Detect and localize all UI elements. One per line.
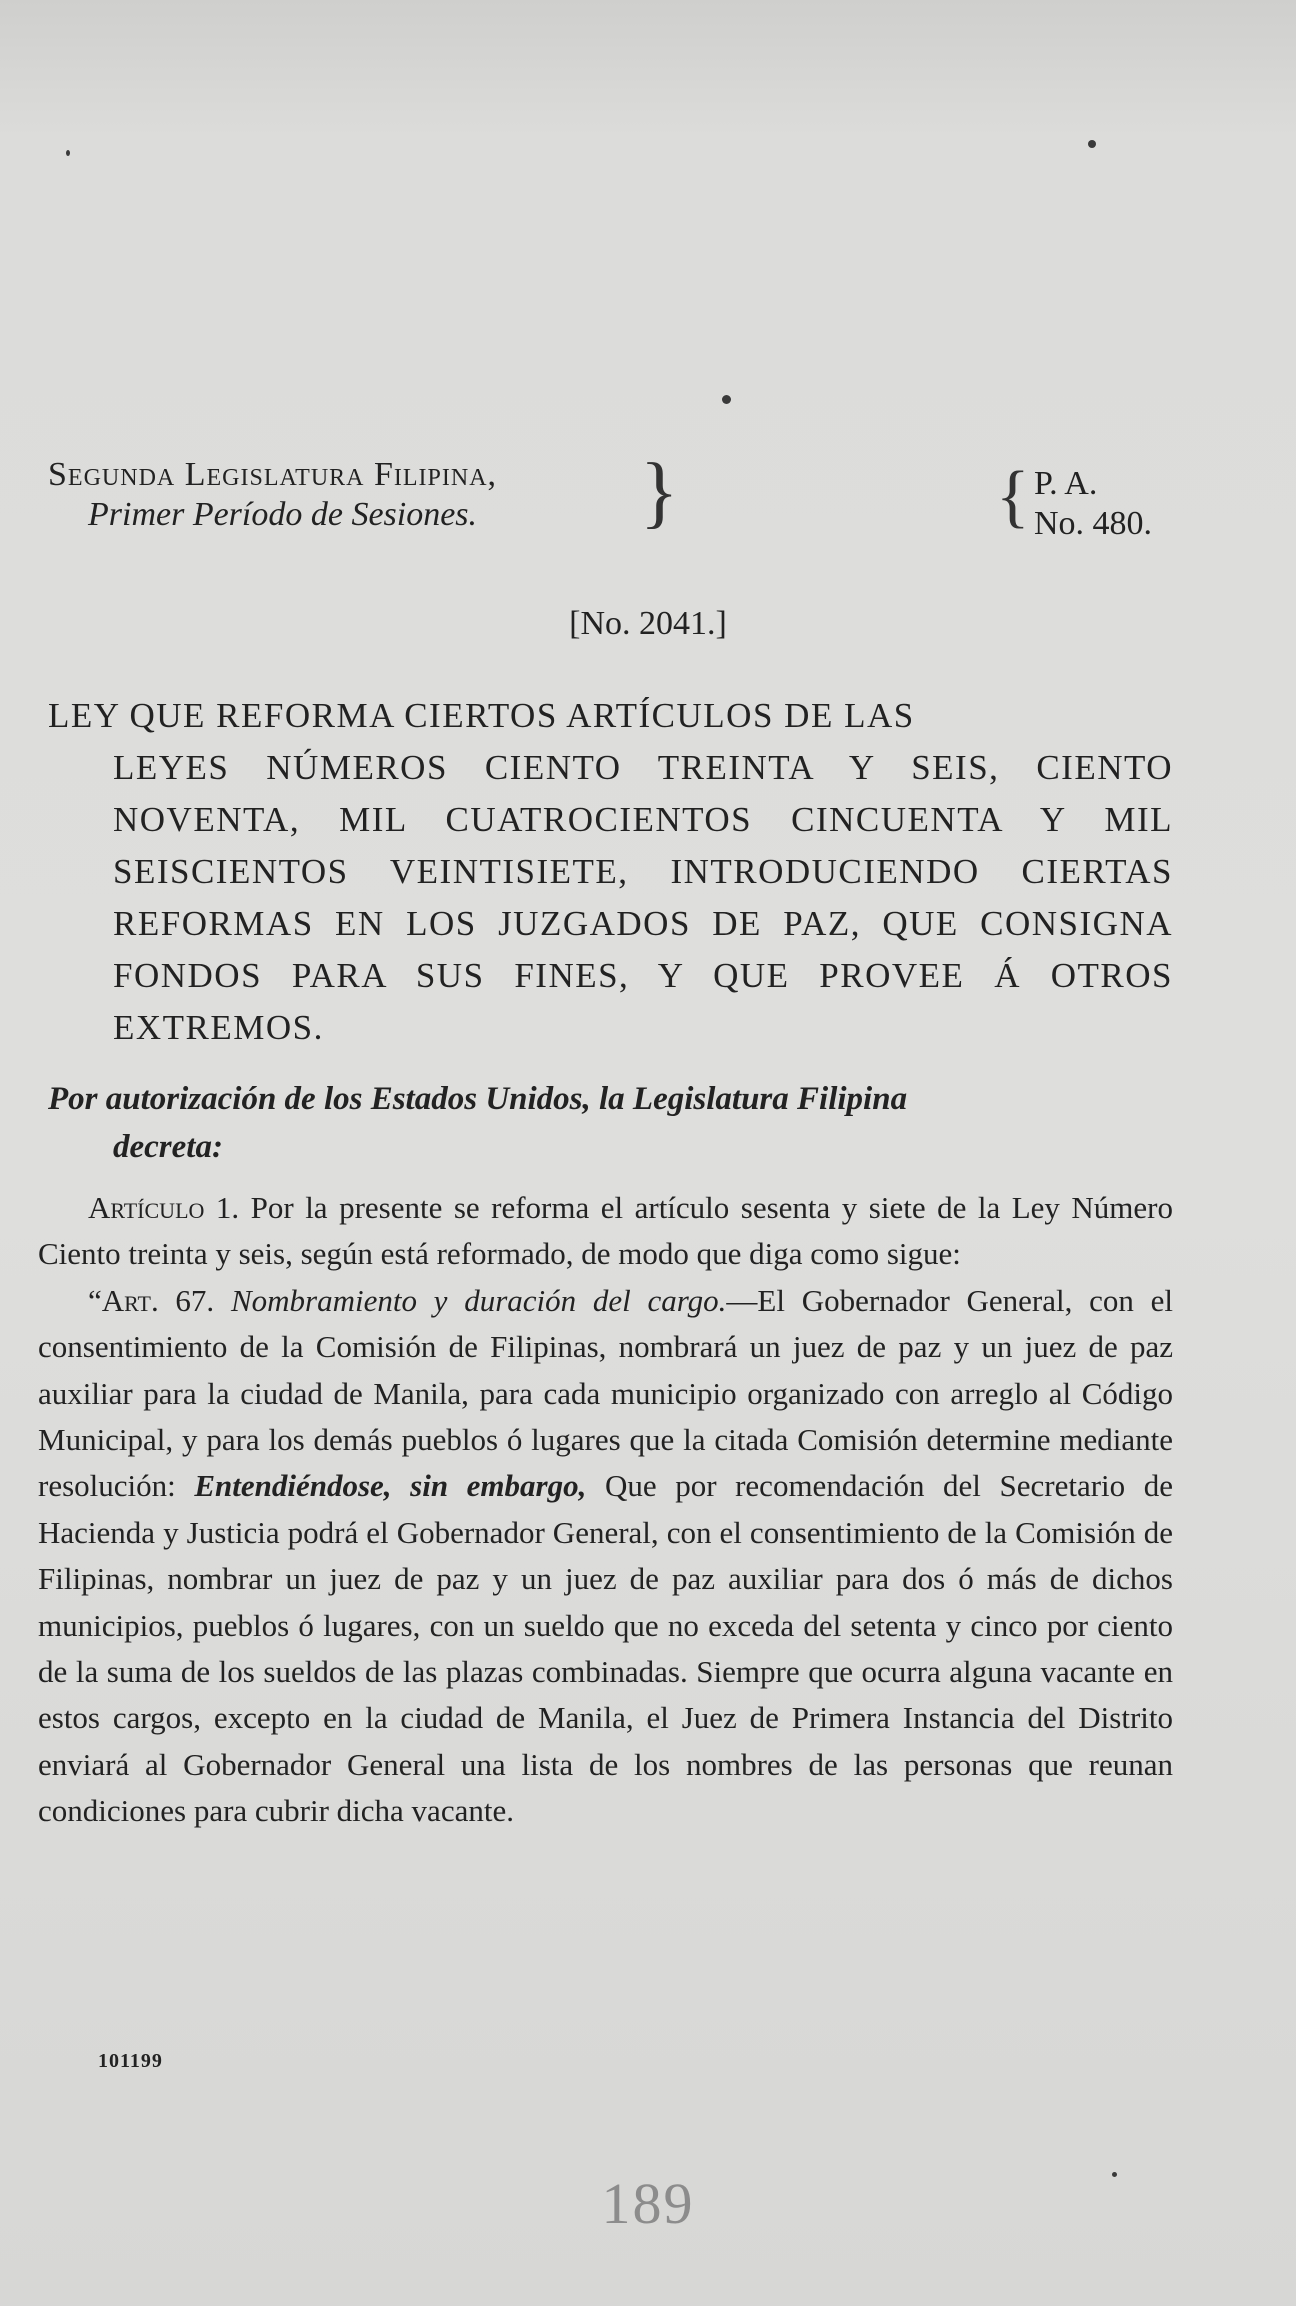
enacting-first: Por autorización de los Estados Unidos, la Legislatura Filipina [48, 1081, 908, 1117]
art-67-heading: Nombramiento y duración del cargo. [230, 1282, 727, 1318]
bill-reference [1034, 464, 1234, 544]
article-1-label: Artículo 1. [88, 1190, 240, 1225]
art-67-text-b: Que por recomendación del Secretario de Hacienda y Justicia podrá el Gobernador General, con el consentimiento de la Comisión de Filipinas, nombrar un juez de paz y un juez de paz auxiliar para dos ó más de dichos municipios, pueblos ó lugares, con un sueldo que no exceda del setenta y cinco por ciento de la suma de los sueldos de las plazas combinadas. Siempre que ocurra alguna vacante en estos cargos, excepto en la ciudad de Manila, el Juez de Primera Instancia del Distrito enviará al Gobernador General una lista de los nombres de las personas que reunan condiciones para cubrir dicha vacante. [38, 1468, 1174, 1829]
article-1 [38, 1185, 1173, 1278]
pa-number: No. 480. [1034, 505, 1153, 542]
title-rest: LEYES NÚMEROS CIENTO TREINTA Y SEIS, CIENTO NOVENTA, MIL CUATROCIENTOS CINCUENTA Y MIL SEISCIENTOS VEINTISIETE, INTRODUCIENDO CIERTAS REFORMAS EN LOS JUZGADOS DE PAZ, QUE CONSIGNA FONDOS PARA SUS FINES, Y QUE PROVEE Á OTROS EXTREMOS. [113, 748, 1173, 1047]
page-number: 189 [601, 2171, 695, 2236]
print-code: 101199 [98, 2050, 163, 2072]
pa-label: P. A. [1034, 465, 1098, 502]
enacting-second: decreta: [113, 1129, 223, 1165]
right-brace: } [640, 448, 679, 536]
ink-speck [66, 150, 70, 156]
act-title [48, 690, 1173, 1054]
article-67 [38, 1278, 1173, 1835]
title-first-line: LEY QUE REFORMA CIERTOS ARTÍCULOS DE LAS [48, 696, 915, 735]
ink-speck [1088, 140, 1096, 148]
art-67-text-a: —El Gobernador General, con el consentimiento de la Comisión de Filipinas, nombrará un juez de paz y un juez de paz auxiliar para la ciudad de Manila, para cada municipio organizado con arreglo al Código Municipal, y para los demás pueblos ó lugares que la citada Comisión determine mediante resolución: [38, 1282, 1173, 1504]
body-text [38, 1185, 1173, 1835]
bill-number: [No. 2041.] [569, 605, 727, 642]
legislature-name: Segunda Legislatura Filipina, [48, 456, 498, 493]
left-brace: { [996, 458, 1030, 535]
legislature-header [48, 455, 648, 535]
article-1-text: Por la presente se reforma el artículo sesenta y siete de la Ley Número Ciento treinta y seis, según está reformado, de modo que diga como sigue: [38, 1190, 1173, 1272]
art-67-proviso: Entendiéndose, sin embargo, [194, 1468, 587, 1504]
session-name: Primer Período de Sesiones. [88, 496, 478, 533]
art-67-label: “Art. 67. [88, 1282, 215, 1318]
ink-speck [722, 395, 731, 404]
enacting-clause [48, 1075, 1173, 1171]
